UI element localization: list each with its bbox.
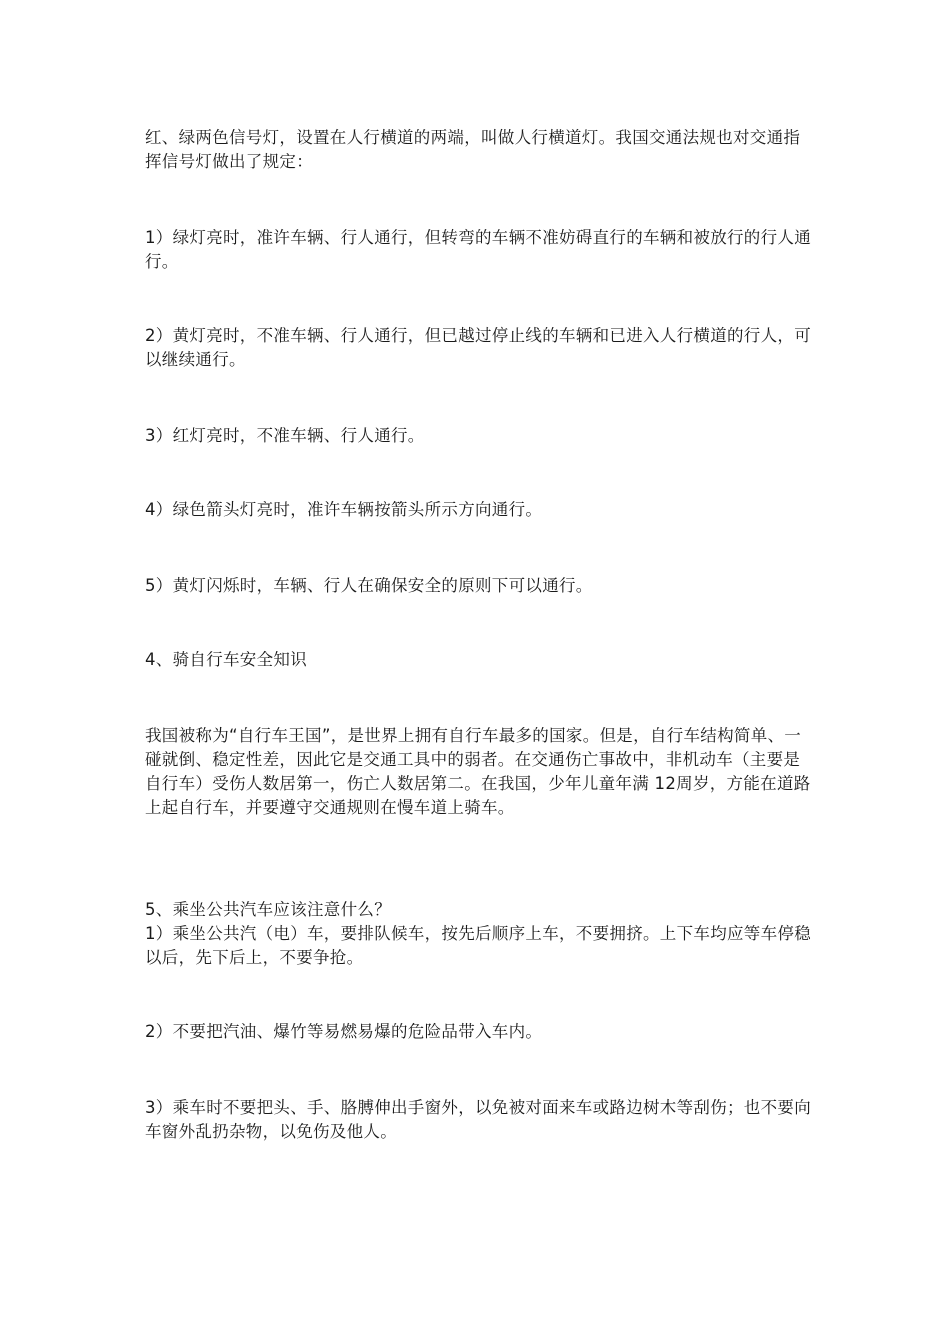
paragraph-rule-green-light: 1）绿灯亮时，准许车辆、行人通行，但转弯的车辆不准妨碍直行的车辆和被放行的行人通行。 xyxy=(145,228,811,271)
paragraph-rule-red-light: 3）红灯亮时，不准车辆、行人通行。 xyxy=(145,426,425,445)
paragraph-rule-yellow-flashing: 5）黄灯闪烁时，车辆、行人在确保安全的原则下可以通行。 xyxy=(145,576,593,595)
paragraph-bus-rule-window: 3）乘车时不要把头、手、胳膊伸出手窗外，以免被对面来车或路边树木等刮伤；也不要向车窗外乱扔杂物，以免伤及他人。 xyxy=(145,1098,811,1141)
paragraph-bicycle-kingdom: 我国被称为“自行车王国”，是世界上拥有自行车最多的国家。但是，自行车结构简单、一碰就倒、稳定性差，因此它是交通工具中的弱者。在交通伤亡事故中，非机动车（主要是自行车）受伤人数居第一，伤亡人数居第二。在我国，少年儿童年满 12周岁，方能在道路上起自行车，并要遵守交通规则在慢车道上骑车。 xyxy=(145,726,811,817)
paragraph-rule-yellow-light: 2）黄灯亮时，不准车辆、行人通行，但已越过停止线的车辆和已进入人行横道的行人，可以继续通行。 xyxy=(145,326,811,369)
section-heading-bicycle-safety: 4、骑自行车安全知识 xyxy=(145,650,307,669)
paragraph-rule-green-arrow: 4）绿色箭头灯亮时，准许车辆按箭头所示方向通行。 xyxy=(145,500,543,519)
paragraph-bus-rule-hazardous: 2）不要把汽油、爆竹等易燃易爆的危险品带入车内。 xyxy=(145,1022,543,1041)
paragraph-bus-rule-queue: 1）乘坐公共汽（电）车，要排队候车，按先后顺序上车，不要拥挤。上下车均应等车停稳以后，先下后上，不要争抢。 xyxy=(145,924,811,967)
paragraph-traffic-lights-intro: 红、绿两色信号灯，设置在人行横道的两端，叫做人行横道灯。我国交通法规也对交通指挥信号灯做出了规定： xyxy=(145,128,801,171)
section-heading-bus-riding: 5、乘坐公共汽车应该注意什么？ xyxy=(145,900,391,919)
